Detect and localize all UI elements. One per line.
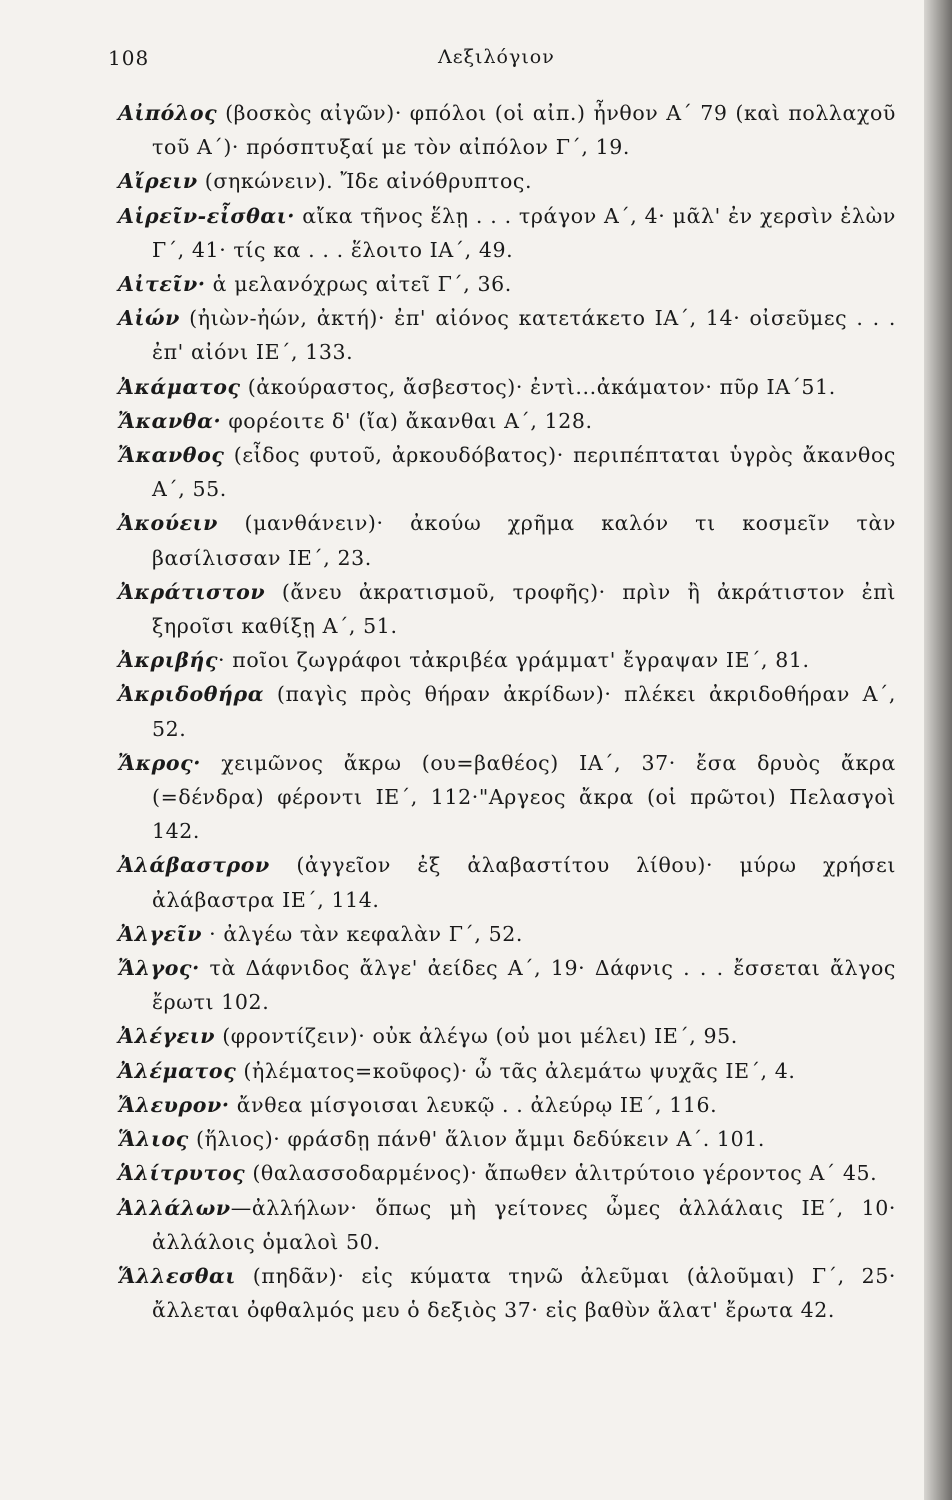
entry-text: · ἀλγέω τὰν κεφαλὰν Γ΄, 52.: [202, 921, 524, 946]
entry-text: (ἄνευ ἀκρατισμοῦ, τροφῆς)· πρὶν ἢ ἀκράτιστον ἐπὶ ξηροῖσι καθίξῃ Α΄, 51.: [152, 579, 896, 639]
entry-text: (ἀγγεῖον ἐξ ἀλαβαστίτου λίθου)· μύρω χρήσει ἀλάβαστρα ΙΕ΄, 114.: [152, 853, 896, 912]
entry-lemma: Ἀλέματος: [118, 1058, 237, 1083]
entry-text: (σηκώνειν). Ἴδε αἰνόθρυπτος.: [197, 169, 533, 194]
entry-lemma: Αἰπόλος: [118, 101, 218, 125]
entry-lemma: Ἀλγεῖν: [118, 921, 203, 946]
entry-lemma: Ἀκούειν: [118, 511, 218, 536]
entry-text: φορέοιτε δ' (ἴα) ἄκανθαι Α΄, 128.: [221, 408, 593, 433]
glossary-entry: [118, 746, 896, 849]
entry-lemma: Αἰών: [118, 306, 180, 331]
entry-text: τὰ Δάφνιδος ἄλγε' ἀείδες Α΄, 19· Δάφνις . . . ἔσσεται ἄλγος ἔρωτι 102.: [152, 956, 896, 1015]
entry-text: ἄνθεα μίσγοισαι λευκῷ . . ἀλεύρῳ ΙΕ΄, 116.: [229, 1092, 718, 1117]
entry-lemma: Αἴρειν: [118, 169, 198, 194]
entry-text: (ἠλέματος=κοῦφος)· ὦ τᾶς ἀλεμάτω ψυχᾶς ΙΕ΄, 4.: [236, 1058, 796, 1083]
book-spine-shadow: [924, 0, 952, 1500]
glossary-entry: [118, 1191, 896, 1259]
entry-lemma: Ἁλίτρυτος: [118, 1161, 246, 1186]
entry-text: · ποῖοι ζωγράφοι τἀκριβέα γράμματ' ἔγραψαν ΙΕ΄, 81.: [218, 648, 810, 673]
page-header: [108, 46, 888, 76]
entry-text: (παγὶς πρὸς θήραν ἀκρίδων)· πλέκει ἀκριδοθήραν Α΄, 52.: [152, 682, 896, 741]
entry-lemma: Ἅλλεσθαι: [118, 1263, 236, 1288]
entry-lemma: Ἀλλάλων: [118, 1195, 231, 1220]
entry-text: (θαλασσοδαρμένος)· ἄπωθεν ἁλιτρύτοιο γέροντος Α΄ 45.: [245, 1161, 878, 1186]
glossary-entry: [118, 96, 896, 164]
entry-text: (μανθάνειν)· ἀκούω χρῆμα καλόν τι κοσμεῖν τὰν βασίλισσαν ΙΕ΄, 23.: [152, 511, 896, 570]
entry-text: (βοσκὸς αἰγῶν)· φπόλοι (οἱ αἰπ.) ἦνθον Α΄ 79 (καὶ πολλαχοῦ τοῦ Α΄)· πρόσπτυξαί με τὸν αἰπόλον Γ΄, 19.: [152, 101, 896, 160]
glossary-entry: [118, 1156, 896, 1190]
glossary-entry: [118, 643, 896, 677]
glossary-entry: [118, 370, 896, 404]
entry-lemma: Ἄκρος·: [118, 750, 201, 775]
entry-text: ἁ μελανόχρως αἰτεῖ Γ΄, 36.: [205, 272, 512, 297]
glossary-entry: [118, 917, 896, 951]
entry-lemma: Ἄκανθος: [118, 443, 225, 468]
glossary-entry: [118, 951, 896, 1019]
glossary-entry: [118, 575, 896, 643]
entry-text: (ἀκούραστος, ἄσβεστος)· ἐντὶ...ἀκάματον· πῦρ ΙΑ΄51.: [240, 374, 836, 399]
entry-text: (φροντίζειν)· οὐκ ἀλέγω (οὐ μοι μέλει) ΙΕ΄, 95.: [215, 1024, 738, 1049]
entry-lemma: Αἰτεῖν·: [118, 272, 206, 297]
entry-lemma: Ἀλάβαστρον: [118, 853, 270, 878]
glossary-entry: [118, 438, 896, 506]
glossary-entry: [118, 506, 896, 574]
glossary-entry: [118, 164, 896, 198]
entry-lemma: Ἀκριβής: [118, 648, 219, 673]
entry-text: (ἠιὼν-ἠών, ἀκτή)· ἐπ' αἰόνος κατετάκετο ΙΑ΄, 14· οἰσεῦμες . . . ἐπ' αἰόνι ΙΕ΄, 133.: [152, 306, 896, 365]
entry-text: χειμῶνος ἄκρω (ου=βαθέος) ΙΑ΄, 37· ἔσα δρυὸς ἄκρα (=δένδρα) φέροντι ΙΕ΄, 112·"Αργεος ἄκρα (οἱ πρῶτοι) Πελασγοὶ 142.: [152, 750, 896, 844]
page-number: 108: [108, 46, 150, 70]
glossary-entry: [118, 199, 896, 267]
entry-lemma: Ἀκριδοθήρα: [118, 682, 265, 707]
glossary-entry: [118, 1054, 896, 1088]
entry-lemma: Ἅλιος: [118, 1127, 189, 1152]
glossary-entry: [118, 1019, 896, 1053]
entry-lemma: Ἄκανθα·: [118, 408, 222, 433]
running-title: Λεξιλόγιον: [438, 46, 555, 68]
glossary-entries: [118, 96, 896, 1327]
entry-lemma: Ἄλευρον·: [118, 1092, 230, 1117]
glossary-entry: [118, 301, 896, 369]
entry-text: —ἀλλήλων· ὅπως μὴ γείτονες ὦμες ἀλλάλαις ΙΕ΄, 10· ἀλλάλοις ὁμαλοὶ 50.: [152, 1195, 896, 1254]
entry-text: (πηδᾶν)· εἰς κύματα τηνῶ ἀλεῦμαι (ἁλοῦμαι) Γ΄, 25· ἄλλεται ὀφθαλμός μευ ὁ δεξιὸς 37· εἰς βαθὺν ἅλατ' ἔρωτα 42.: [152, 1263, 896, 1323]
glossary-entry: [118, 404, 896, 438]
entry-lemma: Ἀκάματος: [118, 374, 241, 399]
glossary-entry: [118, 1259, 896, 1327]
entry-text: αἴκα τῆνος ἕλῃ . . . τράγον Α΄, 4· μᾶλ' ἐν χερσὶν ἑλὼν Γ΄, 41· τίς κα . . . ἕλοιτο ΙΑ΄, 49.: [152, 203, 896, 262]
entry-lemma: Ἄλγος·: [118, 956, 200, 981]
entry-lemma: Αἱρεῖν-εἶσθαι·: [118, 203, 295, 228]
glossary-entry: [118, 267, 896, 301]
glossary-entry: [118, 848, 896, 916]
entry-lemma: Ἀκράτιστον: [118, 579, 266, 604]
glossary-entry: [118, 1088, 896, 1122]
entry-lemma: Ἀλέγειν: [118, 1024, 216, 1049]
glossary-entry: [118, 1122, 896, 1156]
glossary-entry: [118, 677, 896, 745]
entry-text: (εἶδος φυτοῦ, ἀρκουδόβατος)· περιπέπταται ὑγρὸς ἄκανθος Α΄, 55.: [152, 443, 896, 502]
entry-text: (ἥλιος)· φράσδῃ πάνθ' ἅλιον ἄμμι δεδύκειν Α΄. 101.: [188, 1127, 765, 1152]
